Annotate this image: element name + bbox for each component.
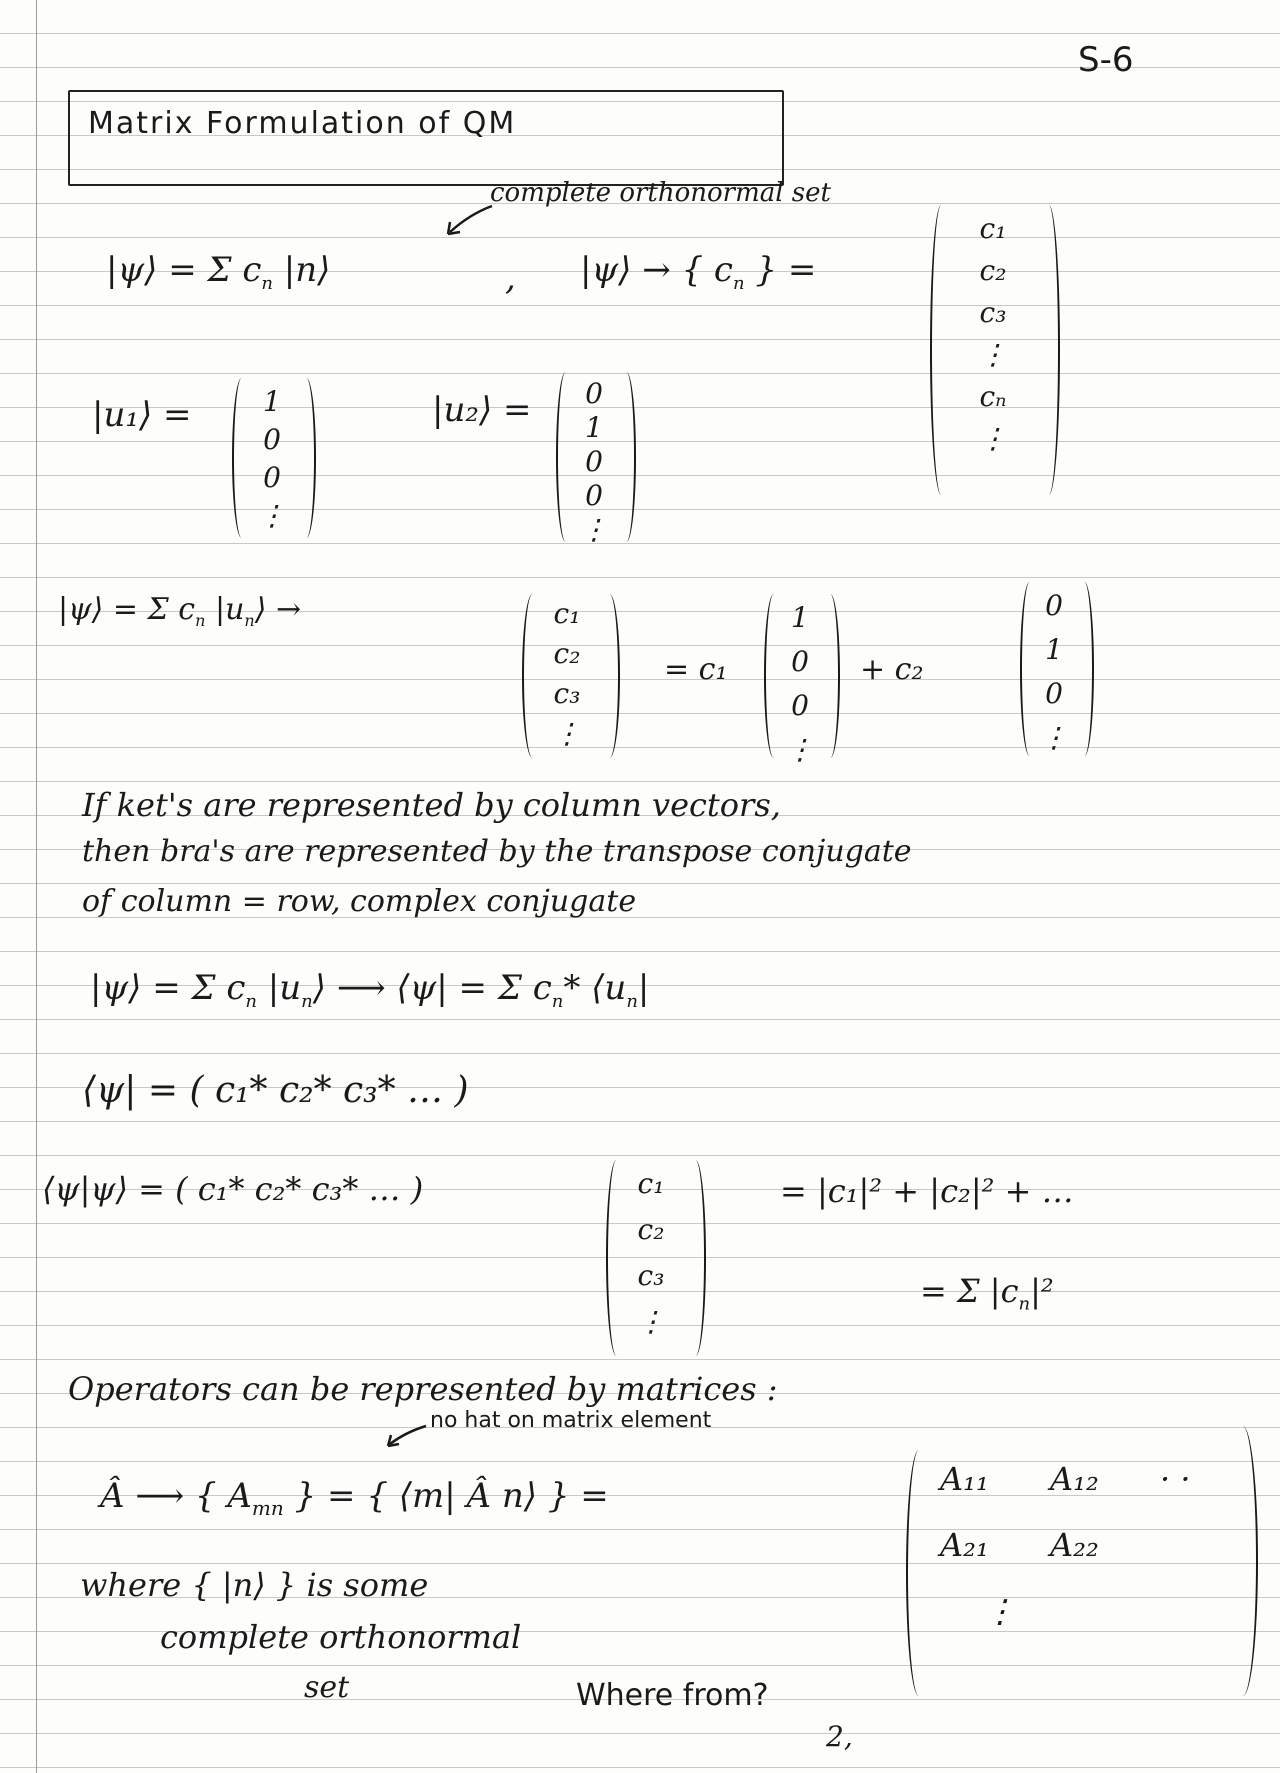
eq2-c3: c₃ xyxy=(553,677,581,710)
eq2-col-b xyxy=(1036,589,1072,754)
eq3: |ψ⟩ = Σ $c_n$ $|u_n⟩$ ⟶ ⟨ψ| = Σ $c_n*$ $⟨u_n|$ xyxy=(90,968,650,1012)
u1-label: |u₁⟩ = xyxy=(92,395,192,435)
text-line-2: then bra's are represented by the transpose conjugate xyxy=(82,834,912,869)
eq2-col-a-right-paren xyxy=(816,594,840,758)
eq5-vdots: ⋮ xyxy=(637,1305,665,1338)
eq5-rhs2-text: = Σ |c xyxy=(920,1272,1019,1310)
eq1-mapping xyxy=(580,250,816,294)
eq2-col-a xyxy=(782,601,818,766)
eq1-mapping-sub: n xyxy=(732,272,745,294)
eq3-end: * ⟨u xyxy=(563,968,627,1008)
eq5-rhs2-sub: n xyxy=(1018,1293,1031,1315)
eq1-right-paren xyxy=(1032,205,1060,495)
u2-entry-dots: ⋮ xyxy=(580,513,608,546)
eq2-c1: c₁ xyxy=(553,597,581,630)
eq1-c3: c₃ xyxy=(979,296,1007,329)
annotation-where-from: Where from? xyxy=(576,1678,769,1713)
eq1-cn: cₙ xyxy=(979,380,1007,413)
eq2-col-b-right-paren xyxy=(1070,582,1094,756)
matrix-a11: A₁₁ xyxy=(940,1460,989,1498)
page-number: S-6 xyxy=(1078,40,1134,80)
u1-column-vector xyxy=(252,385,292,532)
eq5-column-vector xyxy=(624,1167,678,1338)
eq2-plus-c2: + c₂ xyxy=(860,652,924,687)
eq3-arrow: ⟶ ⟨ψ| = Σ c xyxy=(336,968,552,1008)
operators-heading: Operators can be represented by matrices : xyxy=(68,1370,778,1408)
eq1-ket: |n⟩ xyxy=(283,250,331,290)
eq2-col-b-2: 1 xyxy=(1045,633,1063,666)
eq1-lhs xyxy=(106,250,330,294)
eq2-col-a-1: 1 xyxy=(791,601,809,634)
eq4: ⟨ψ| = ( c₁* c₂* c₃* … ) xyxy=(82,1070,469,1111)
eq3-sub-1: n xyxy=(245,990,257,1012)
annotation-where-from-mark: 2, xyxy=(826,1720,853,1753)
u2-entry-2: 1 xyxy=(585,411,603,444)
eq2-col-b-1: 0 xyxy=(1045,589,1063,622)
page-title: Matrix Formulation of QM xyxy=(88,106,517,141)
eq2-arrow: → xyxy=(275,592,302,627)
eq5-c3: c₃ xyxy=(637,1259,665,1292)
matrix-dots-row: · · xyxy=(1160,1460,1191,1498)
eq2-vdots: ⋮ xyxy=(553,717,581,750)
annotation-no-hat: no hat on matrix element xyxy=(430,1408,712,1433)
eq2-sub-n: n xyxy=(195,611,206,630)
u2-right-paren xyxy=(612,372,636,542)
u2-label: |u₂⟩ = xyxy=(432,390,532,430)
eq1-left-paren xyxy=(930,205,958,495)
u1-entry-1: 1 xyxy=(263,385,281,418)
eq2-col-a-2: 0 xyxy=(791,645,809,678)
eq2-col-a-dots: ⋮ xyxy=(786,733,814,766)
operator-lhs: Â ⟶ { A xyxy=(100,1476,252,1516)
text-line-1: If ket's are represented by column vectors, xyxy=(82,786,781,824)
eq1-lhs-text: |ψ⟩ = Σ c xyxy=(106,250,262,290)
eq5-c2: c₂ xyxy=(637,1213,665,1246)
eq2-col-a-3: 0 xyxy=(791,689,809,722)
u1-right-paren xyxy=(292,378,316,538)
where-line-1: where { |n⟩ } is some xyxy=(80,1566,429,1604)
eq3-text: |ψ⟩ = Σ c xyxy=(90,968,246,1008)
eq3-bar: | xyxy=(637,968,650,1008)
eq3-mid: |u xyxy=(267,968,302,1008)
eq1-c1: c₁ xyxy=(979,212,1007,245)
eq1-sub-n: n xyxy=(261,272,273,294)
eq2-col-b-3: 0 xyxy=(1045,677,1063,710)
eq2-right-paren xyxy=(594,594,620,758)
eq2-c2: c₂ xyxy=(553,637,581,670)
matrix-empty xyxy=(1160,1526,1220,1592)
no-hat-arrow-icon xyxy=(380,1422,430,1452)
u1-entry-dots: ⋮ xyxy=(258,499,286,532)
operator-mid: } = { ⟨m| Â n⟩ } = xyxy=(294,1476,609,1516)
matrix-a21: A₂₁ xyxy=(940,1526,989,1564)
eq5-rhs2-end: |² xyxy=(1030,1272,1054,1310)
eq5-c1: c₁ xyxy=(637,1167,665,1200)
eq1-mapping-end: } = xyxy=(755,250,817,290)
text-line-3: of column = row, complex conjugate xyxy=(82,884,637,919)
eq3-sub-3: n xyxy=(551,990,564,1012)
operator-matrix xyxy=(940,1460,1220,1690)
matrix-a22: A₂₂ xyxy=(1050,1526,1099,1564)
operator-sub-mn: mn xyxy=(251,1495,284,1520)
eq1-vdots: ⋮ xyxy=(979,338,1007,371)
margin-line xyxy=(36,0,37,1773)
eq1-column-vector xyxy=(958,212,1028,455)
eq5-rhs2 xyxy=(920,1272,1054,1314)
annotation-complete-orthonormal-set: complete orthonormal set xyxy=(490,178,831,208)
matrix-right-paren xyxy=(1220,1426,1258,1696)
eq5-right-paren xyxy=(680,1160,706,1356)
matrix-left-paren xyxy=(906,1450,938,1696)
matrix-a12: A₁₂ xyxy=(1050,1460,1099,1498)
u2-column-vector xyxy=(574,377,614,546)
where-line-2: complete orthonormal xyxy=(160,1618,522,1656)
u2-entry-1: 0 xyxy=(585,377,603,410)
eq1-c2: c₂ xyxy=(979,254,1007,287)
eq2-ket-sub: n xyxy=(244,611,255,630)
eq3-sub-2: n xyxy=(301,990,313,1012)
u1-entry-3: 0 xyxy=(263,461,281,494)
eq2-col-b-dots: ⋮ xyxy=(1040,721,1068,754)
u2-entry-3: 0 xyxy=(585,445,603,478)
annotation-arrow-icon xyxy=(440,202,500,242)
where-line-3: set xyxy=(304,1670,350,1705)
eq1-mapping-text: |ψ⟩ → { c xyxy=(580,250,733,290)
eq1-comma: , xyxy=(505,258,516,298)
u2-entry-4: 0 xyxy=(585,479,603,512)
eq2-lhs-text: |ψ⟩ = Σ c xyxy=(58,592,196,627)
eq5-lhs: ⟨ψ|ψ⟩ = ( c₁* c₂* c₃* … ) xyxy=(42,1170,424,1208)
operator-equation xyxy=(100,1476,609,1520)
eq2-ket: |u xyxy=(214,592,245,627)
eq3-sub-4: n xyxy=(626,990,638,1012)
eq2-equals-c1: = c₁ xyxy=(664,652,728,687)
eq5-rhs1: = |c₁|² + |c₂|² + … xyxy=(780,1172,1074,1210)
title-box xyxy=(68,90,784,186)
u1-entry-2: 0 xyxy=(263,423,281,456)
eq2-lhs: |ψ⟩ = Σ $c_n$ $|u_n⟩$ → xyxy=(58,592,302,630)
matrix-vdots: ⋮ xyxy=(984,1592,1016,1630)
eq2-column-vector xyxy=(542,597,592,750)
eq1-vdots-2: ⋮ xyxy=(979,422,1007,455)
